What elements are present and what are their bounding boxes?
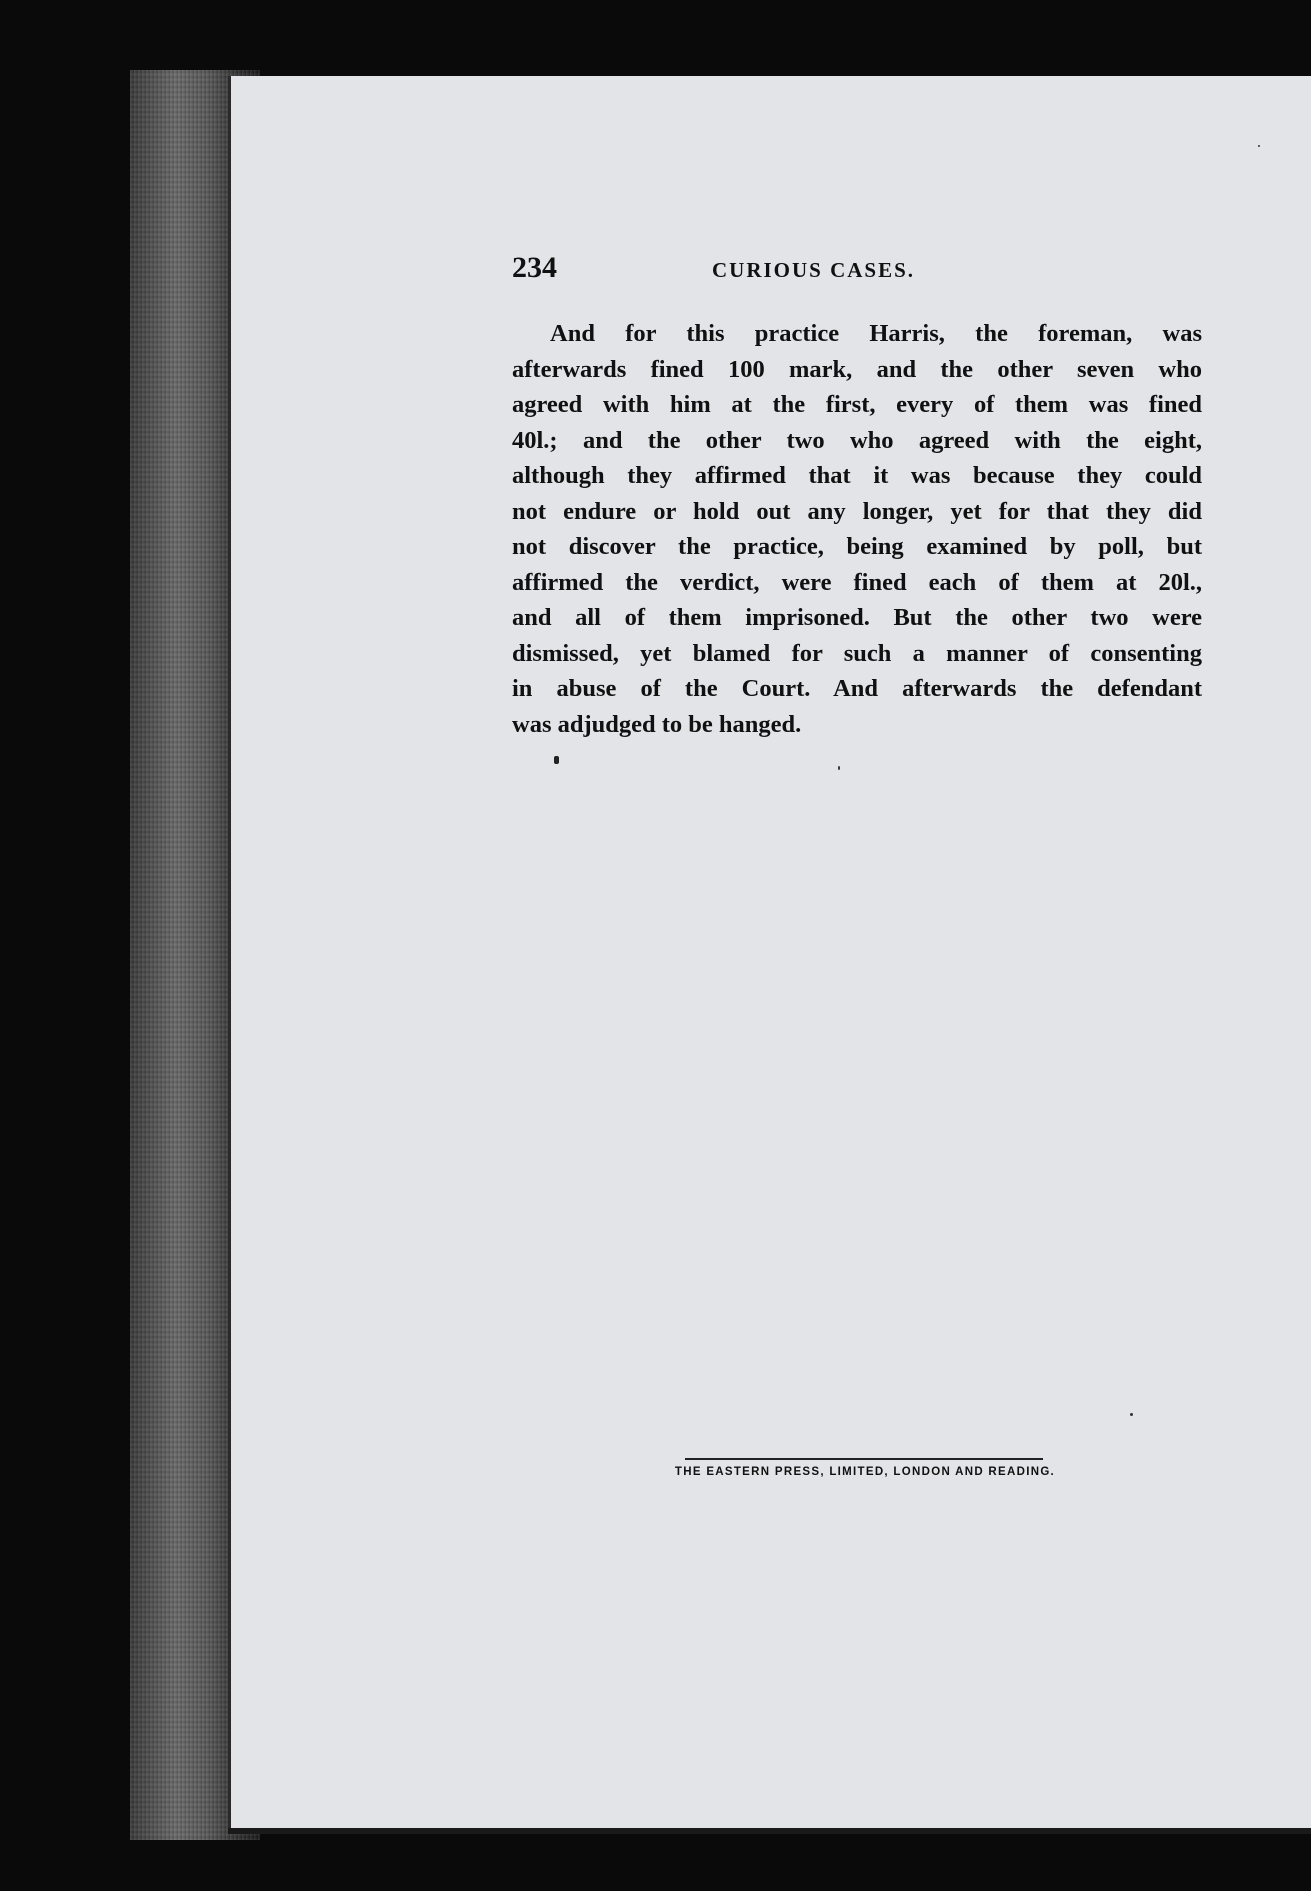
- text-line: not endure or hold out any longer, yet for that they did: [512, 497, 1202, 525]
- ink-speck: [838, 766, 840, 770]
- ink-speck: [1258, 145, 1260, 147]
- page-header: [512, 248, 1202, 288]
- text-line: And for this practice Harris, the foreman, was: [550, 320, 1202, 347]
- printer-imprint: THE EASTERN PRESS, LIMITED, LONDON AND READING.: [674, 1466, 1056, 1478]
- footer-rule: [685, 1458, 1043, 1460]
- text-line: dismissed, yet blamed for such a manner of consenting: [512, 639, 1202, 667]
- text-line: in abuse of the Court. And afterwards the defendant: [512, 675, 1202, 702]
- running-head: CURIOUS CASES.: [712, 258, 916, 282]
- ink-mark: [554, 756, 559, 764]
- text-line: and all of them imprisoned. But the other two were: [512, 604, 1202, 631]
- text-line: 40l.; and the other two who agreed with the eight,: [512, 426, 1202, 454]
- page-bottom-edge: [228, 1828, 1311, 1834]
- text-line: afterwards fined 100 mark, and the other seven who: [512, 355, 1202, 383]
- text-line: agreed with him at the first, every of them was fined: [512, 391, 1202, 418]
- text-line: although they affirmed that it was because they could: [512, 462, 1202, 489]
- text-line: not discover the practice, being examined by poll, but: [512, 533, 1202, 560]
- page-number: 234: [512, 251, 557, 284]
- ink-speck: [1130, 1413, 1133, 1416]
- text-line: was adjudged to be hanged.: [512, 710, 802, 738]
- body-paragraph: [512, 316, 1202, 742]
- text-line: affirmed the verdict, were fined each of them at 20l.,: [512, 568, 1202, 596]
